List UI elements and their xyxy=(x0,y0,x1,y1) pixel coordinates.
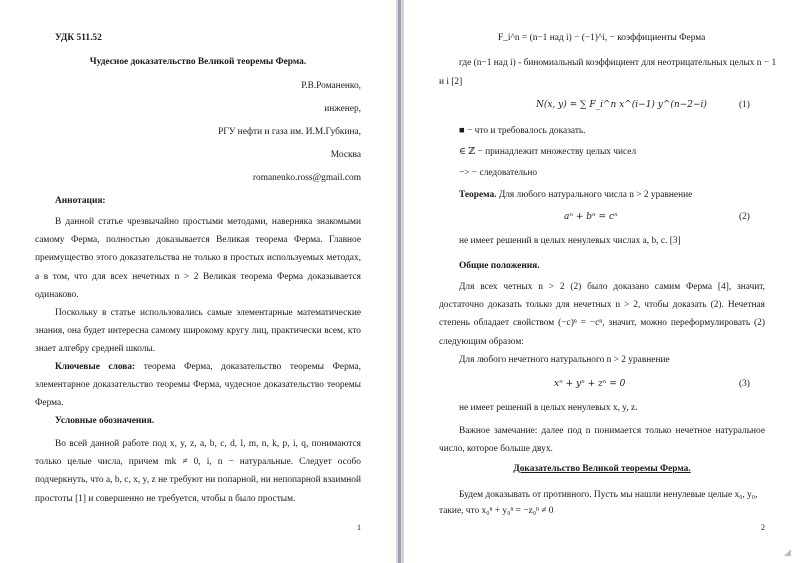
resize-grip-icon[interactable]: ◢ xyxy=(784,547,791,557)
theorem-statement xyxy=(459,190,692,201)
general-heading: Общие положения. xyxy=(459,261,540,271)
binomial-definition-line-2: и i [2] xyxy=(439,77,463,87)
page-divider xyxy=(396,0,404,563)
odd-n-statement: Для любого нечетного натурального n > 2 уравнение xyxy=(459,355,670,365)
page-number: 2 xyxy=(761,523,765,532)
equation-3: xⁿ + yⁿ + zⁿ = 0 xyxy=(554,379,626,389)
keywords-paragraph xyxy=(35,358,361,413)
keywords-text: теорема Ферма, доказательство теоремы Ферма, элементарное доказательство теоремы Ферма, чудесное доказательство теоремы Ферма. xyxy=(35,362,361,409)
important-remark: Важное замечание: далее под n понимается только нечетное натуральное число, которое больше двух. xyxy=(439,426,765,455)
proof-line-2: такие, что x₀ⁿ + y₀ⁿ = −z₀ⁿ ≠ 0 xyxy=(439,506,554,516)
implies-definition: −> − следовательно xyxy=(459,168,538,178)
author-name: Р.В.Романенко, xyxy=(301,81,361,91)
abstract-heading: Аннотация: xyxy=(55,196,106,206)
notation-paragraph: Во всей данной работе под x, y, z, a, b, c, d, l, m, n, k, p, i, q, понимаются только целые числа, причем mk ≠ 0, i, n − натуральные. Следует особо подчеркнуть, что a, b, c, x, y, z не требуют ни попарной, ни непопарной взаимной простоты [1] и совершенно не требуется, чтобы n было простым. xyxy=(35,439,361,504)
equation-3-remark: не имеет решений в целых ненулевых x, y, z. xyxy=(459,403,638,413)
equation-2: aⁿ + bⁿ = cⁿ xyxy=(564,212,618,222)
equation-1: N(x, y) = ∑ F_i^n x^(i−1) y^(n−2−i) xyxy=(536,100,707,110)
keywords-label: Ключевые слова: xyxy=(55,362,136,372)
theorem-text: Для любого натурального числа n > 2 уравнение xyxy=(496,190,693,200)
equation-1-number: (1) xyxy=(739,100,750,110)
equation-2-remark: не имеет решений в целых ненулевых числах a, b, c. [3] xyxy=(459,236,681,246)
proof-heading: Доказательство Великой теоремы Ферма. xyxy=(513,464,691,474)
author-city: Москва xyxy=(330,150,361,160)
qed-definition: ■ − что и требовалось доказать. xyxy=(459,126,586,136)
binomial-definition-line-1: где (n−1 над i) - биномиальный коэффициент для неотрицательных целых n − 1 xyxy=(459,58,777,68)
document-page-2 xyxy=(404,0,800,563)
notation-heading: Условные обозначения. xyxy=(55,416,155,426)
proof-line-1: Будем доказывать от противного. Пусть мы нашли ненулевые целые x₀, y₀, xyxy=(459,490,758,500)
abstract-paragraph-2: Поскольку в статье использовались самые элементарные математические знания, она будет интересна самому широкому кругу лиц, практически всем, кто знает алгебру средней школы. xyxy=(35,308,361,355)
equation-3-number: (3) xyxy=(739,379,750,389)
udk-code: УДК 511.52 xyxy=(55,33,102,43)
paper-title: Чудесное доказательство Великой теоремы Ферма. xyxy=(89,57,307,67)
author-affiliation: РГУ нефти и газа им. И.М.Губкина, xyxy=(218,127,361,137)
page-number: 1 xyxy=(357,523,361,532)
in-integers-definition: ∈ ℤ − принадлежит множеству целых чисел xyxy=(459,147,637,157)
fermat-coefficients-definition: F_i^n = (n−1 над i) − (−1)^i, − коэффициенты Ферма xyxy=(498,33,706,43)
author-email[interactable]: romanenko.ross@gmail.com xyxy=(252,173,361,183)
theorem-label: Теорема. xyxy=(459,190,497,200)
equation-2-number: (2) xyxy=(739,212,750,222)
abstract-paragraph-1: В данной статье чрезвычайно простыми методами, наверняка знакомыми самому Ферма, полностью доказывается Великая теорема Ферма. Главное преимущество этого доказательства не только в простых используемых методах, а в том, что для всех нечетных n > 2 Великая теорема Ферма доказывается одинаково. xyxy=(35,217,361,300)
general-paragraph: Для всех четных n > 2 (2) было доказано самим Ферма [4], значит, достаточно доказать только для нечетных n > 2, чтобы доказать (2). Нечетная степень обладает свойством (−c)ⁿ = −cⁿ, значит, можно переформулировать (2) следующим образом: xyxy=(439,282,765,347)
author-position: инженер, xyxy=(324,104,361,114)
document-page-1 xyxy=(0,0,396,563)
